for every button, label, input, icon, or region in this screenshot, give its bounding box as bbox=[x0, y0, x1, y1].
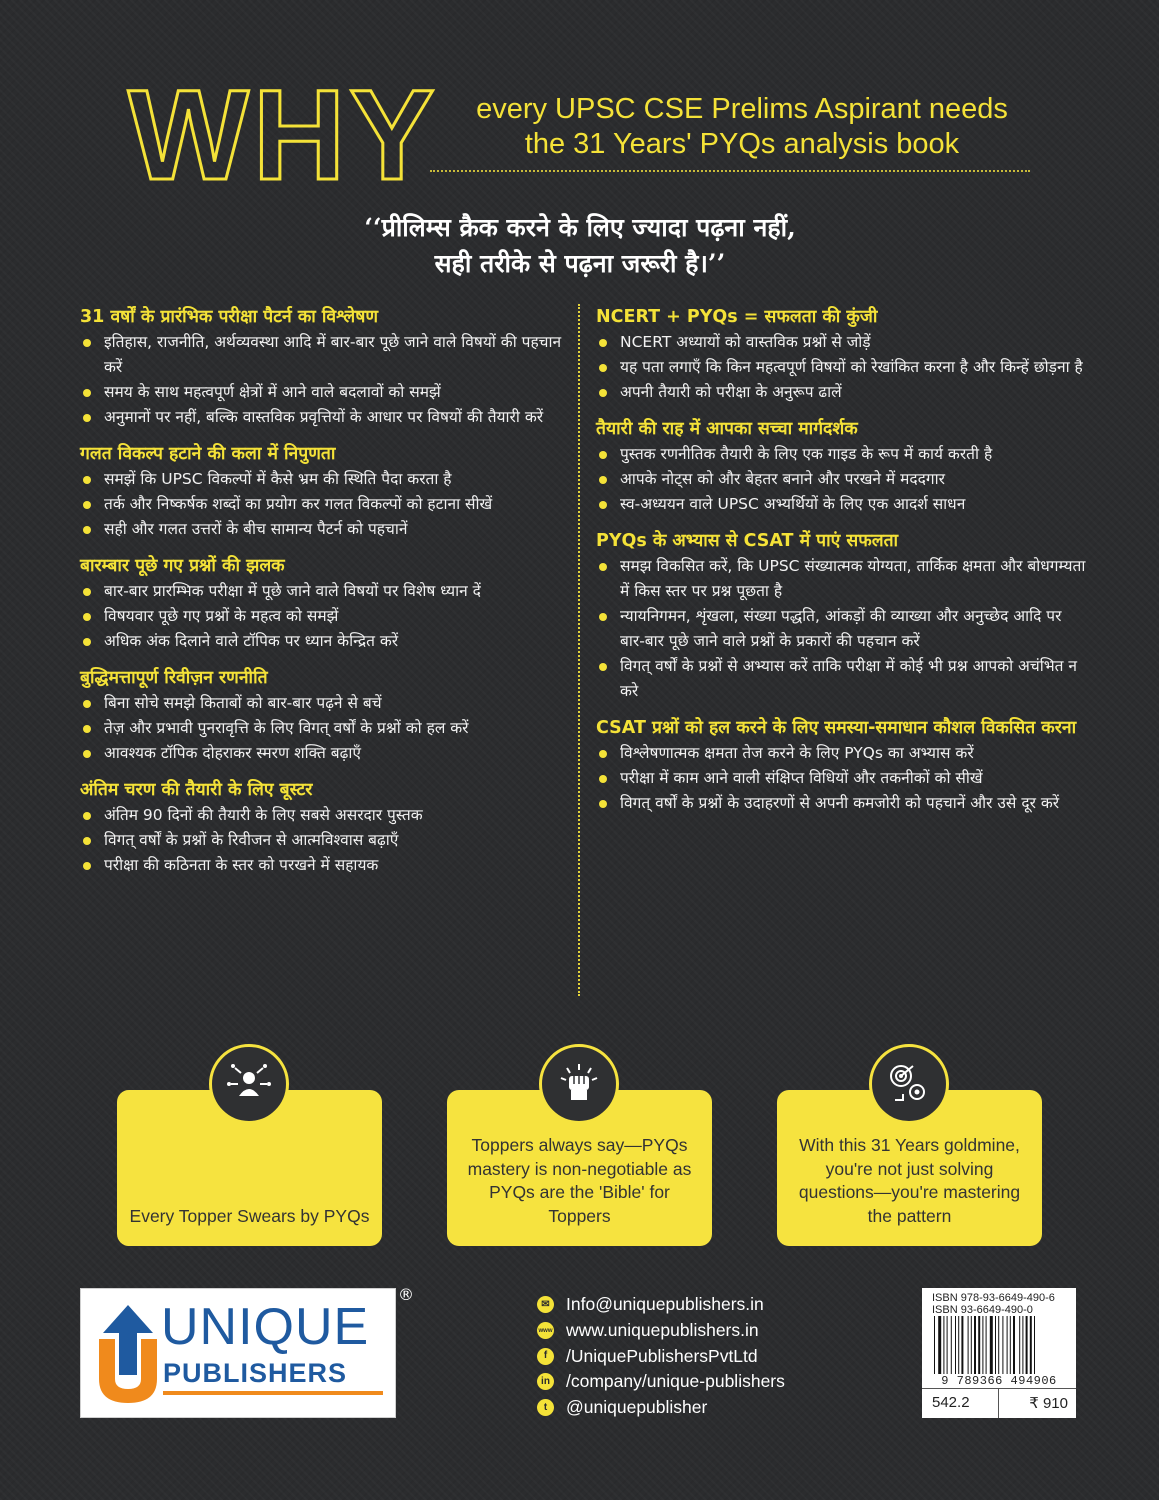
linkedin-icon: in bbox=[537, 1373, 554, 1390]
bullet-item: बार-बार प्रारम्भिक परीक्षा में पूछे जाने वाले विषयों पर विशेष ध्यान दें bbox=[80, 579, 570, 604]
section-title: CSAT प्रश्नों को हल करने के लिए समस्या-समाधान कौशल विकसित करना bbox=[596, 718, 1077, 738]
contact-item[interactable] bbox=[537, 1292, 785, 1318]
publisher-logo bbox=[80, 1288, 396, 1418]
book-price: ₹ 910 bbox=[1029, 1395, 1068, 1412]
isbn-bottom-row bbox=[922, 1388, 1076, 1418]
contact-item[interactable] bbox=[537, 1318, 785, 1344]
barcode-bar bbox=[1007, 1316, 1008, 1374]
bullet-item: न्यायनिगमन, शृंखला, संख्या पद्धति, आंकड़ों की व्याख्या और अनुच्छेद आदि पर बार-बार पूछे जाने वाले प्रश्नों के प्रकारों की पहचान करें bbox=[596, 604, 1086, 654]
section bbox=[80, 304, 570, 430]
barcode-bar bbox=[1026, 1316, 1028, 1374]
bullet-item: तर्क और निष्कर्षक शब्दों का प्रयोग कर गलत विकल्पों को हटाना सीखें bbox=[80, 492, 570, 517]
barcode-bar bbox=[958, 1316, 959, 1374]
hindi-quote bbox=[260, 210, 900, 282]
barcode-bar bbox=[1022, 1316, 1023, 1374]
left-column bbox=[80, 300, 570, 889]
logo-text-unique: UNIQUE bbox=[161, 1298, 370, 1356]
bullet-item: अंतिम 90 दिनों की तैयारी के लिए सबसे असरदार पुस्तक bbox=[80, 803, 570, 828]
barcode-bar bbox=[955, 1316, 956, 1374]
bullet-list bbox=[596, 741, 1086, 816]
bullet-list bbox=[80, 467, 570, 542]
registered-mark: ® bbox=[398, 1285, 414, 1304]
barcode-bar bbox=[1034, 1316, 1035, 1374]
card-text: Every Topper Swears by PYQs bbox=[129, 1205, 370, 1226]
contact-text: /UniquePublishersPvtLtd bbox=[566, 1345, 758, 1366]
bullet-list bbox=[596, 554, 1086, 704]
barcode-bar bbox=[995, 1316, 996, 1374]
isbn-13: ISBN 978-93-6649-490-6 bbox=[932, 1292, 1055, 1304]
quote-line-2: सही तरीके से पढ़ना जरूरी है।’’ bbox=[434, 249, 726, 278]
card-text: Toppers always say—PYQs mastery is non-negotiable as PYQs are the 'Bible' for Toppers bbox=[467, 1135, 692, 1226]
bullet-item: सही और गलत उत्तरों के बीच सामान्य पैटर्न को पहचानें bbox=[80, 517, 570, 542]
card-text: With this 31 Years goldmine, you're not just solving questions—you're mastering the pattern bbox=[798, 1135, 1021, 1226]
barcode-bar bbox=[978, 1316, 980, 1374]
header-tagline-line-1: every UPSC CSE Prelims Aspirant needs bbox=[476, 93, 1008, 125]
bullet-item: पुस्तक रणनीतिक तैयारी के लिए एक गाइड के रूप में कार्य करती है bbox=[596, 442, 1086, 467]
header-tagline-line-2: the 31 Years' PYQs analysis book bbox=[524, 128, 960, 160]
bullet-item: तेज़ और प्रभावी पुनरावृत्ति के लिए विगत् वर्षों के प्रश्नों को हल करें bbox=[80, 716, 570, 741]
section bbox=[596, 715, 1086, 816]
barcode-digits: 9 789366 494906 bbox=[941, 1374, 1057, 1388]
barcode-icon bbox=[930, 1316, 1068, 1374]
section-title: अंतिम चरण की तैयारी के लिए बूस्टर bbox=[80, 780, 313, 800]
bullet-item: विगत् वर्षों के प्रश्नों के उदाहरणों से अपनी कमजोरी को पहचानें और उसे दूर करें bbox=[596, 791, 1086, 816]
bullet-item: विगत् वर्षों के प्रश्नों से अभ्यास करें ताकि परीक्षा में कोई भी प्रश्न आपको अचंभित न करे bbox=[596, 654, 1086, 704]
bullet-item: विषयवार पूछे गए प्रश्नों के महत्व को समझें bbox=[80, 604, 570, 629]
logo-underline bbox=[163, 1391, 383, 1395]
barcode-bar bbox=[986, 1316, 987, 1374]
section-title: 31 वर्षों के प्रारंभिक परीक्षा पैटर्न का विश्लेषण bbox=[80, 307, 378, 327]
contact-text: /company/unique-publishers bbox=[566, 1371, 785, 1392]
bullet-list bbox=[596, 442, 1086, 517]
section-title: बुद्धिमत्तापूर्ण रिवीज़न रणनीति bbox=[80, 668, 268, 688]
bullet-item: विश्लेषणात्मक क्षमता तेज करने के लिए PYQs का अभ्यास करें bbox=[596, 741, 1086, 766]
section bbox=[80, 777, 570, 878]
bullet-item: आवश्यक टॉपिक दोहराकर स्मरण शक्ति बढ़ाएँ bbox=[80, 741, 570, 766]
why-heading: WHY bbox=[128, 64, 439, 207]
bullet-item: इतिहास, राजनीति, अर्थव्यवस्था आदि में बार-बार पूछे जाने वाले विषयों की पहचान करें bbox=[80, 330, 570, 380]
section bbox=[596, 528, 1086, 704]
book-code: 542.2 bbox=[922, 1389, 999, 1418]
bullet-list bbox=[80, 579, 570, 654]
section-title: NCERT + PYQs = सफलता की कुंजी bbox=[596, 307, 878, 327]
barcode-bar bbox=[938, 1316, 941, 1374]
quote-line-1: ‘‘प्रीलिम्स क्रैक करने के लिए ज्यादा पढ़ना नहीं, bbox=[364, 213, 796, 242]
contact-item[interactable] bbox=[537, 1395, 785, 1421]
contact-item[interactable] bbox=[537, 1369, 785, 1395]
bullet-list bbox=[80, 330, 570, 430]
barcode-bar bbox=[943, 1316, 944, 1374]
right-column bbox=[596, 300, 1086, 827]
target-gear-icon bbox=[869, 1044, 949, 1124]
bullet-list bbox=[596, 330, 1086, 405]
bullet-item: यह पता लगाएँ कि किन महत्वपूर्ण विषयों को रेखांकित करना है और किन्हें छोड़ना है bbox=[596, 355, 1086, 380]
logo-u-arrow-icon bbox=[93, 1299, 163, 1407]
barcode-bar bbox=[990, 1316, 993, 1374]
bullet-item: आपके नोट्स को और बेहतर बनाने और परखने में मददगार bbox=[596, 467, 1086, 492]
section bbox=[596, 304, 1086, 405]
barcode-bar bbox=[1002, 1316, 1003, 1374]
contact-text: @uniquepublisher bbox=[566, 1397, 708, 1418]
barcode-bar bbox=[982, 1316, 983, 1374]
bullet-item: परीक्षा में काम आने वाली संक्षिप्त विधियों और तकनीकों को सीखें bbox=[596, 766, 1086, 791]
bullet-item: अनुमानों पर नहीं, बल्कि वास्तविक प्रवृत्तियों के आधार पर विषयों की तैयारी करें bbox=[80, 405, 570, 430]
bullet-item: स्व-अध्ययन वाले UPSC अभ्यर्थियों के लिए एक आदर्श साधन bbox=[596, 492, 1086, 517]
bullet-item: विगत् वर्षों के प्रश्नों के रिवीजन से आत्मविश्वास बढ़ाएँ bbox=[80, 828, 570, 853]
section-title: गलत विकल्प हटाने की कला में निपुणता bbox=[80, 444, 336, 464]
bullet-item: NCERT अध्यायों को वास्तविक प्रश्नों से जोड़ें bbox=[596, 330, 1086, 355]
header-divider bbox=[430, 170, 1030, 172]
topper-network-icon bbox=[209, 1044, 289, 1124]
barcode-bar bbox=[1010, 1316, 1011, 1374]
section-title: तैयारी की राह में आपका सच्चा मार्गदर्शक bbox=[596, 419, 858, 439]
bullet-list bbox=[80, 691, 570, 766]
section bbox=[80, 553, 570, 654]
barcode-bar bbox=[1030, 1316, 1032, 1374]
bullet-item: समझें कि UPSC विकल्पों में कैसे भ्रम की स्थिति पैदा करता है bbox=[80, 467, 570, 492]
bullet-item: परीक्षा की कठिनता के स्तर को परखने में सहायक bbox=[80, 853, 570, 878]
section-title: PYQs के अभ्यास से CSAT में पाएं सफलता bbox=[596, 531, 899, 551]
web-icon: www bbox=[537, 1322, 554, 1339]
barcode-bar bbox=[1019, 1316, 1020, 1374]
barcode-bar bbox=[961, 1316, 963, 1374]
barcode-bar bbox=[947, 1316, 948, 1374]
barcode-bar bbox=[974, 1316, 976, 1374]
bullet-list bbox=[80, 803, 570, 878]
bullet-item: बिना सोचे समझे किताबों को बार-बार पढ़ने से बचें bbox=[80, 691, 570, 716]
raised-fist-icon bbox=[539, 1044, 619, 1124]
section bbox=[596, 416, 1086, 517]
twitter-icon: t bbox=[537, 1399, 554, 1416]
barcode-bar bbox=[934, 1316, 935, 1374]
column-divider bbox=[578, 304, 580, 996]
section-title: बारम्बार पूछे गए प्रश्नों की झलक bbox=[80, 556, 285, 576]
bullet-item: समय के साथ महत्वपूर्ण क्षेत्रों में आने वाले बदलावों को समझें bbox=[80, 380, 570, 405]
bullet-item: अपनी तैयारी को परीक्षा के अनुरूप ढालें bbox=[596, 380, 1086, 405]
barcode-bar bbox=[971, 1316, 972, 1374]
bullet-item: अधिक अंक दिलाने वाले टॉपिक पर ध्यान केन्द्रित करें bbox=[80, 629, 570, 654]
contact-text: www.uniquepublishers.in bbox=[566, 1320, 759, 1341]
section bbox=[80, 441, 570, 542]
isbn-barcode-box bbox=[922, 1288, 1076, 1418]
contact-text: Info@uniquepublishers.in bbox=[566, 1294, 764, 1315]
barcode-bar bbox=[998, 1316, 999, 1374]
barcode-bar bbox=[951, 1316, 952, 1374]
barcode-bar bbox=[968, 1316, 969, 1374]
barcode-bar bbox=[1013, 1316, 1015, 1374]
email-icon: ✉ bbox=[537, 1296, 554, 1313]
isbn-10: ISBN 93-6649-490-0 bbox=[932, 1304, 1033, 1316]
facebook-icon: f bbox=[537, 1348, 554, 1365]
bullet-item: समझ विकसित करें, कि UPSC संख्यात्मक योग्यता, तार्किक क्षमता और बोधगम्यता में किस स्तर पर प्रश्न पूछता है bbox=[596, 554, 1086, 604]
contact-list bbox=[537, 1292, 785, 1420]
header-tagline bbox=[452, 92, 1032, 162]
contact-item[interactable] bbox=[537, 1343, 785, 1369]
logo-text-publishers: PUBLISHERS bbox=[163, 1358, 348, 1388]
section bbox=[80, 665, 570, 766]
